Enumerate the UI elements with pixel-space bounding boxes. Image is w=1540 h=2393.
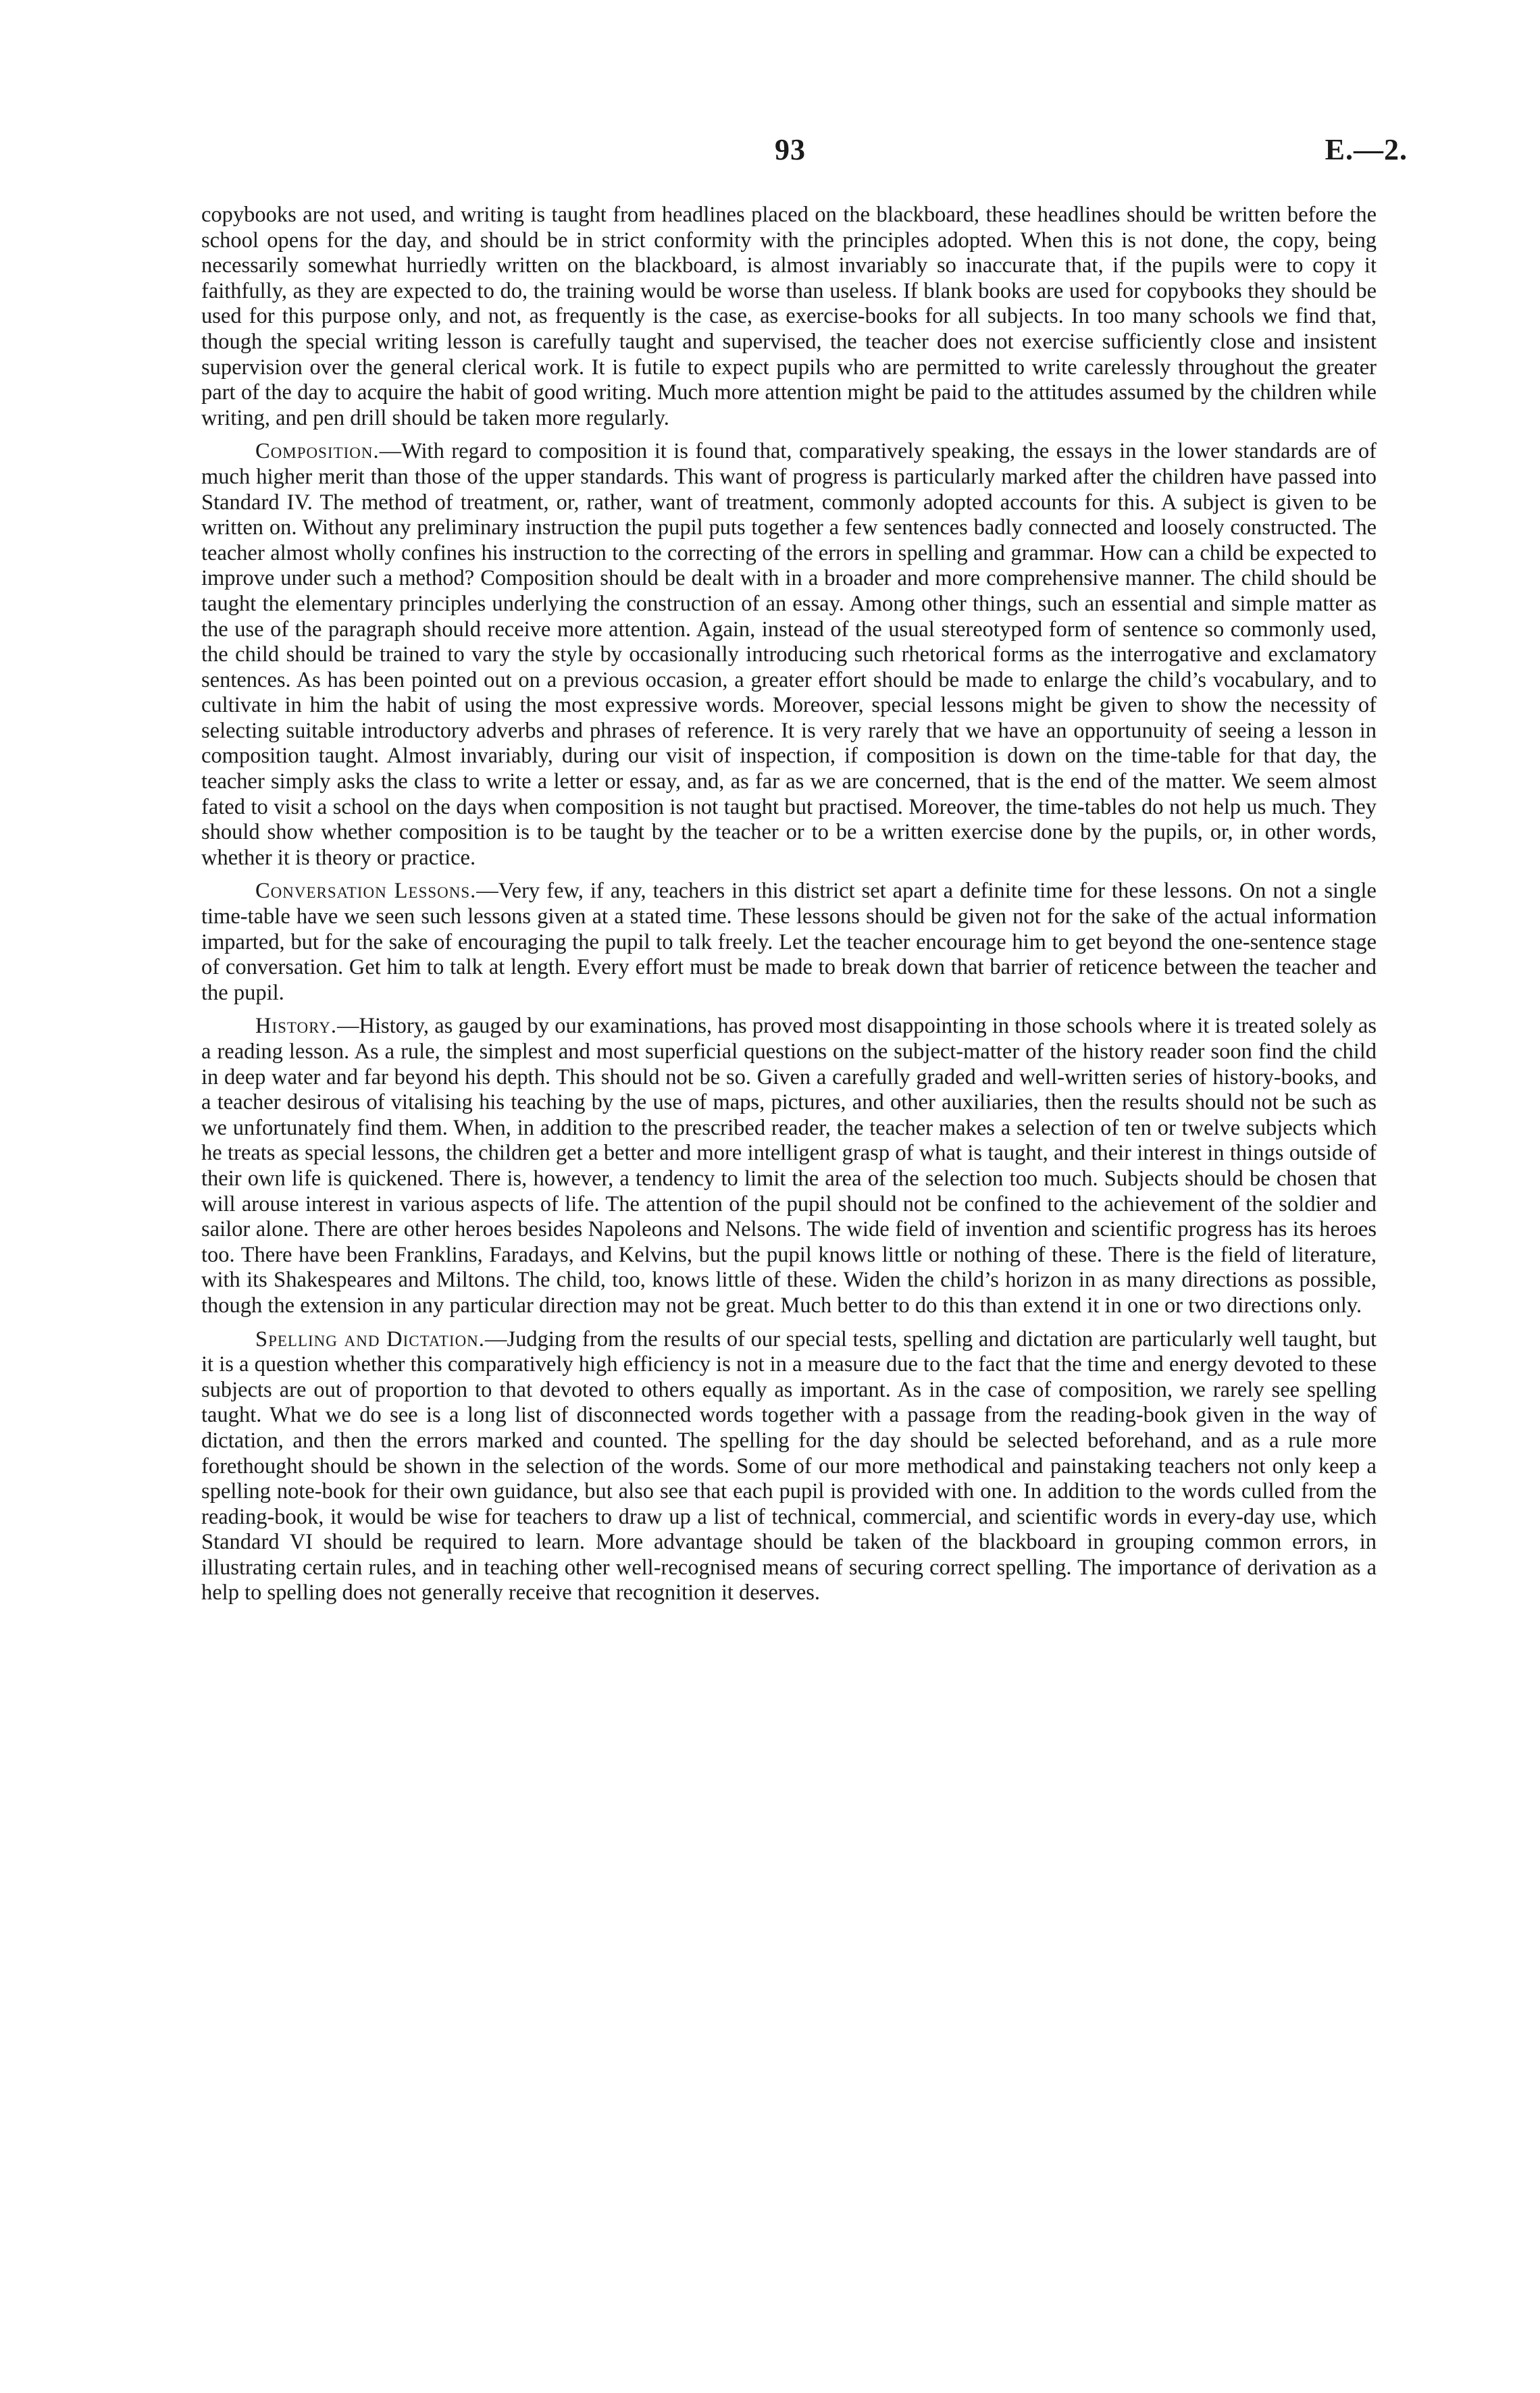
paragraph-writing [201,203,1377,431]
page-number: 93 [775,133,806,166]
body-text [201,203,1377,1614]
paragraph-text: copybooks are not used, and writing is taught from headlines placed on the blackboard, these headlines should be written before the school opens for the day, and should be in strict conformity with the principles adopted. When this is not done, the copy, being necessarily somewhat hurriedly written on the blackboard, is almost invariably so inaccurate that, if the pupils were to copy it faithfully, as they are expected to do, the training would be worse than useless. If blank books are used for copybooks they should be used for this purpose only, and not, as frequently is the case, as exercise-books for all subjects. In too many schools we find that, though the special writing lesson is carefully taught and supervised, the teacher does not exercise sufficiently close and insistent supervision over the general clerical work. It is futile to expect pupils who are permitted to write carelessly throughout the greater part of the day to acquire the habit of good writing. Much more attention might be paid to the attitudes assumed by the children while writing, and pen drill should be taken more regularly. [201,203,1377,430]
page-header [0,132,1540,173]
section-heading: Spelling and Dictation. [255,1327,485,1352]
paragraph-conversation-lessons [201,879,1377,1006]
paragraph-composition [201,439,1377,871]
paragraph-text: —Very few, if any, teachers in this district set apart a definite time for these lessons. On not a single time-table have we seen such lessons given at a stated time. These lessons should be given not for the sake of the actual information imparted, but for the sake of encouraging the pupil to talk freely. Let the teacher encourage him to get beyond the one-sentence stage of conversation. Get him to talk at length. Every effort must be made to break down that barrier of reticence between the teacher and the pupil. [201,879,1377,1005]
section-heading: History. [255,1014,337,1039]
paragraph-spelling-dictation [201,1327,1377,1607]
paragraph-text: —Judging from the results of our special tests, spelling and dictation are particularly well taught, but it is a question whether this comparatively high efficiency is not in a measure due to the fact that the time and energy devoted to these subjects are out of proportion to that devoted to others equally as important. As in the case of composition, we rarely see spelling taught. What we do see is a long list of disconnected words together with a passage from the reading-book given in the way of dictation, and then the errors marked and counted. The spelling for the day should be selected beforehand, and as a rule more forethought should be shown in the selection of the words. Some of our more methodical and painstaking teachers not only keep a spelling note-book for their own guidance, but also see that each pupil is provided with one. In addition to the words culled from the reading-book, it would be wise for teachers to draw up a list of technical, commercial, and scientific words in every-day use, which Standard VI should be required to learn. More advantage should be taken of the blackboard in grouping common errors, in illustrating certain rules, and in teaching other well-recognised means of securing correct spelling. The importance of derivation as a help to spelling does not generally receive that recognition it deserves. [201,1327,1377,1605]
paragraph-text: —With regard to composition it is found that, comparatively speaking, the essays in the lower standards are of much higher merit than those of the upper standards. This want of progress is particularly marked after the children have passed into Standard IV. The method of treatment, or, rather, want of treatment, commonly adopted accounts for this. A subject is given to be written on. Without any preliminary instruction the pupil puts together a few sentences badly connected and loosely constructed. The teacher almost wholly confines his instruction to the correcting of the errors in spelling and grammar. How can a child be expected to improve under such a method? Composition should be dealt with in a broader and more comprehensive manner. The child should be taught the elementary principles underlying the construction of an essay. Among other things, such an essential and simple matter as the use of the paragraph should receive more attention. Again, instead of the usual stereotyped form of sentence so commonly used, the child should be trained to vary the style by occasionally introducing such rhetorical forms as the interrogative and exclamatory sentences. As has been pointed out on a previous occasion, a greater effort should be made to enlarge the child’s vocabulary, and to cultivate in him the habit of using the most expressive words. Moreover, special lessons might be given to show the necessity of selecting suitable introductory adverbs and phrases of reference. It is very rarely that we have an opportunuity of seeing a lesson in composition taught. Almost invariably, during our visit of inspection, if composition is down on the time-table for that day, the teacher simply asks the class to write a letter or essay, and, as far as we are concerned, that is the end of the matter. We seem almost fated to visit a school on the days when composition is not taught but practised. Moreover, the time-tables do not help us much. They should show whether composition is to be taught by the teacher or to be a written exercise done by the pupils, or, in other words, whether it is theory or practice. [201,439,1377,870]
document-reference: E.—2. [1325,133,1408,166]
paragraph-history [201,1014,1377,1318]
section-heading: Conversation Lessons. [255,879,477,904]
section-heading: Composition. [255,439,380,464]
paragraph-text: —History, as gauged by our examinations, has proved most disappointing in those schools where it is treated solely as a reading lesson. As a rule, the simplest and most superficial questions on the subject-matter of the history reader soon find the child in deep water and far beyond his depth. This should not be so. Given a carefully graded and well-written series of history-books, and a teacher desirous of vitalising his teaching by the use of maps, pictures, and other auxiliaries, then the results should not be such as we unfortunately find them. When, in addition to the prescribed reader, the teacher makes a selection of ten or twelve subjects which he treats as special lessons, the children get a better and more intelligent grasp of what is taught, and their interest in things outside of their own life is quickened. There is, however, a tendency to limit the area of the selection too much. Subjects should be chosen that will arouse interest in various aspects of life. The attention of the pupil should not be confined to the achievement of the soldier and sailor alone. There are other heroes besides Napoleons and Nelsons. The wide field of invention and scientific progress has its heroes too. There have been Franklins, Faradays, and Kelvins, but the pupil knows little or nothing of these. There is the field of literature, with its Shakespeares and Miltons. The child, too, knows little of these. Widen the child’s horizon in as many directions as possible, though the extension in any particular direction may not be great. Much better to do this than extend it in one or two directions only. [201,1014,1377,1318]
